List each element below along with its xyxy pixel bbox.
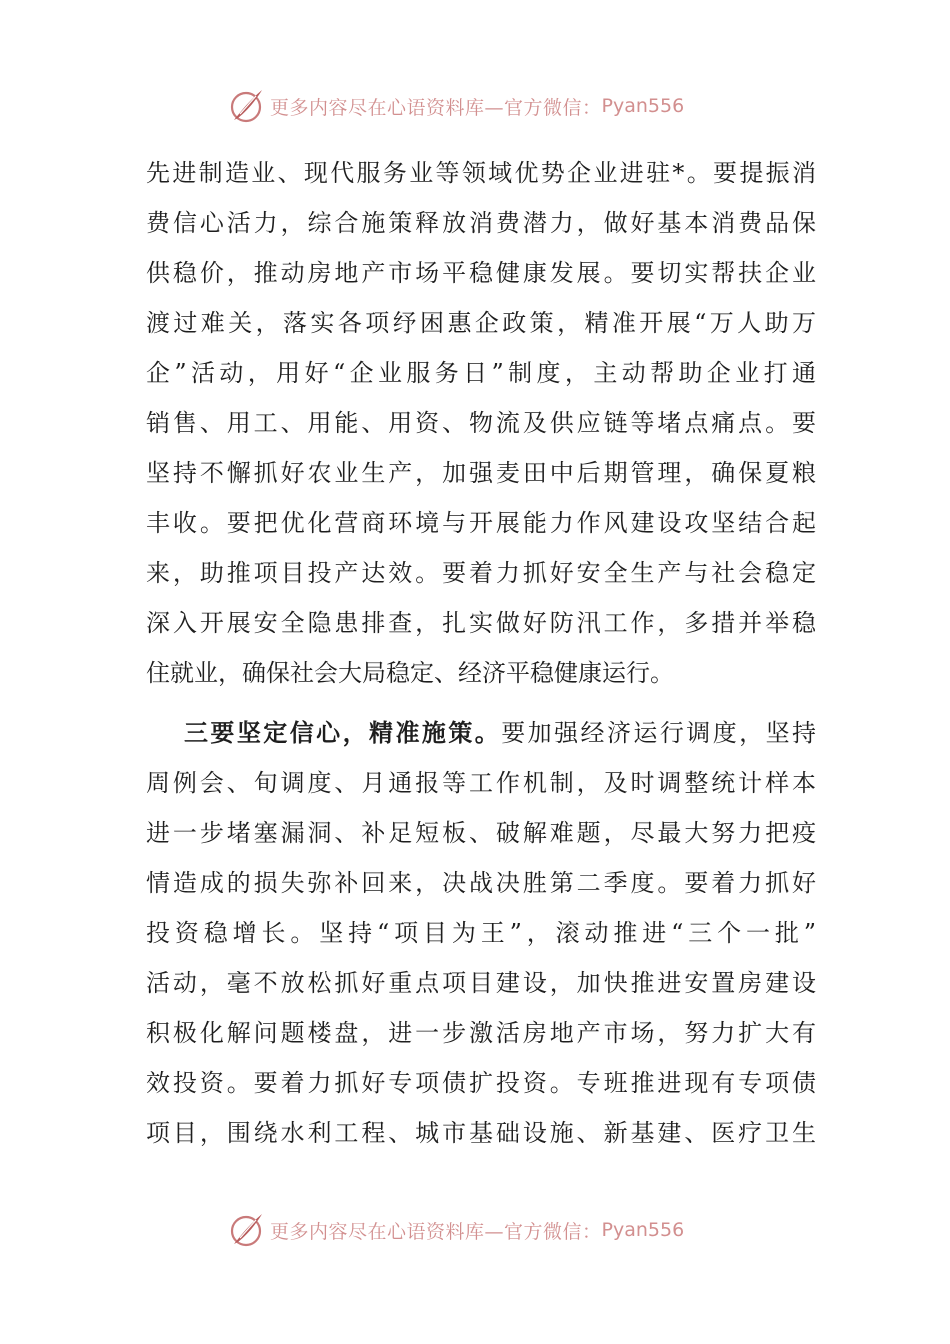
watermark-text: 更多内容尽在心语资料库—官方微信： [270,1220,602,1243]
text-line: 积极化解问题楼盘，进一步激活房地产市场，努力扩大有 [146,1019,816,1047]
text-line: 活动，毫不放松抓好重点项目建设，加快推进安置房建设 [146,969,816,997]
text-line: 企”活动，用好“企业服务日”制度，主动帮助企业打通 [146,359,816,387]
watermark-wechat-id: Pyan556 [601,1219,685,1241]
text-line: 项目，围绕水利工程、城市基础设施、新基建、医疗卫生 [146,1119,816,1147]
footer-watermark [226,1208,746,1252]
section-heading: 三要坚定信心，精准施策。 [184,718,502,747]
text-line: 销售、用工、用能、用资、物流及供应链等堵点痛点。要 [146,409,816,437]
text-line: 情造成的损失弥补回来，决战决胜第二季度。要着力抓好 [146,869,816,897]
text-line: 坚持不懈抓好农业生产，加强麦田中后期管理，确保夏粮 [146,459,816,487]
watermark-text: 更多内容尽在心语资料库—官方微信： [270,96,602,119]
text-line: 供稳价，推动房地产市场平稳健康发展。要切实帮扶企业 [146,259,816,287]
text-line: 深入开展安全隐患排查，扎实做好防汛工作，多措并举稳 [146,609,816,637]
text-line: 来，助推项目投产达效。要着力抓好安全生产与社会稳定 [146,559,816,587]
text-line: 进一步堵塞漏洞、补足短板、破解难题，尽最大努力把疫 [146,819,816,847]
document-body [146,148,816,1158]
paragraph-1 [146,148,816,698]
text-line: 住就业，确保社会大局稳定、经济平稳健康运行。 [146,659,674,687]
text-line: 丰收。要把优化营商环境与开展能力作风建设攻坚结合起 [146,509,816,537]
heading-line-rest: 要加强经济运行调度，坚持 [501,719,817,747]
text-line: 先进制造业、现代服务业等领域优势企业进驻*。要提振消 [146,159,816,187]
text-line: 费信心活力，综合施策释放消费潜力，做好基本消费品保 [146,209,816,237]
quill-logo-icon [226,1210,266,1250]
quill-logo-icon [226,86,266,126]
text-line [146,708,816,758]
watermark-wechat-id: Pyan556 [601,95,685,117]
text-line: 渡过难关，落实各项纾困惠企政策，精准开展“万人助万 [146,309,816,337]
text-line: 投资稳增长。坚持“项目为王”，滚动推进“三个一批” [146,919,816,947]
text-line: 效投资。要着力抓好专项债扩投资。专班推进现有专项债 [146,1069,816,1097]
paragraph-2 [146,708,816,1158]
header-watermark [226,84,746,128]
text-line: 周例会、旬调度、月通报等工作机制，及时调整统计样本 [146,769,816,797]
